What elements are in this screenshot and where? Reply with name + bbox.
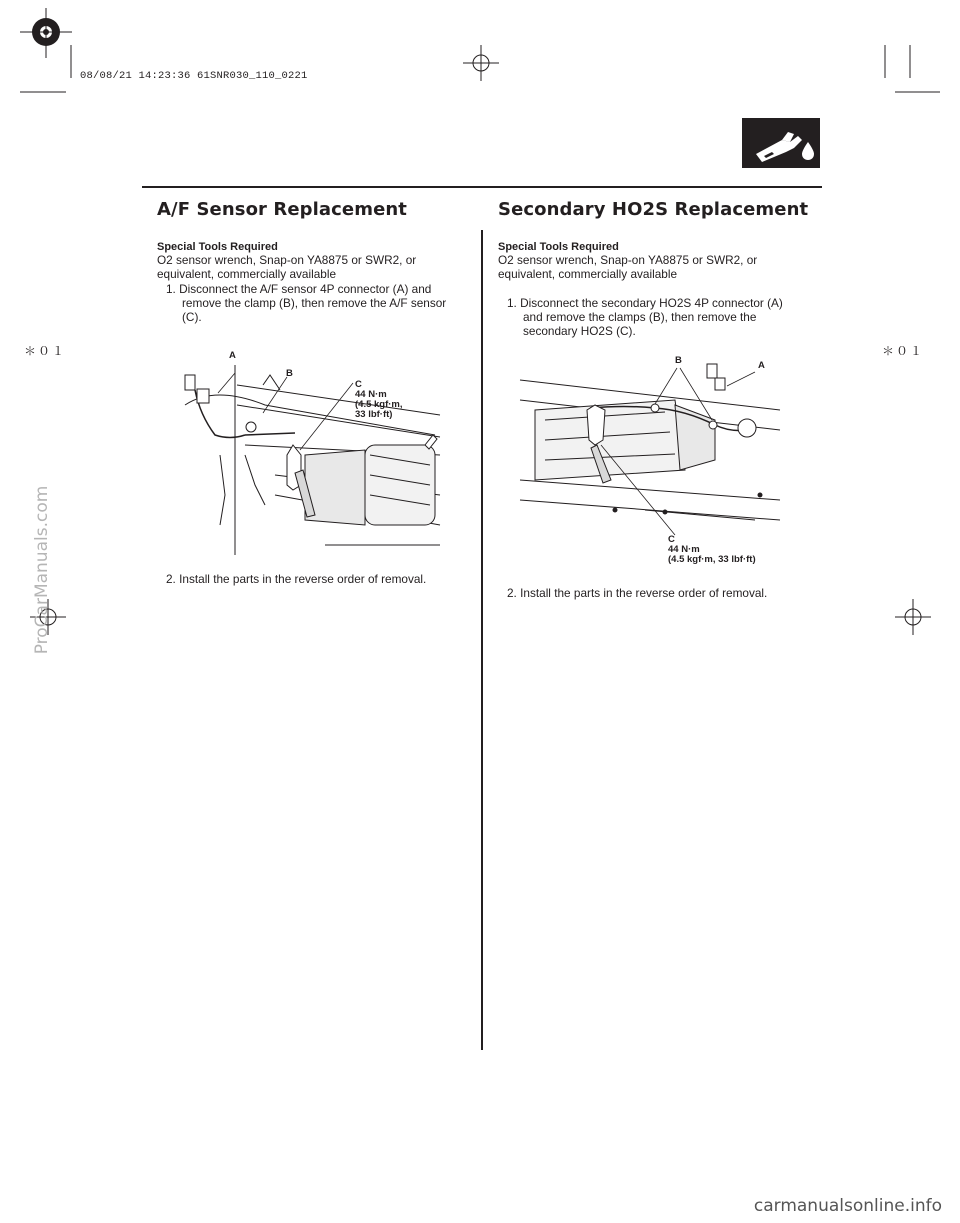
right-tools-line2: equivalent, commercially available bbox=[498, 267, 678, 281]
column-divider bbox=[481, 230, 483, 1050]
print-stamp: 08/08/21 14:23:36 61SNR030_110_0221 bbox=[80, 70, 308, 82]
right-torque-line2: (4.5 kgf·m, 33 lbf·ft) bbox=[668, 554, 756, 565]
left-label-a: A bbox=[229, 350, 236, 361]
right-label-b: B bbox=[675, 355, 682, 366]
footer-site: carmanualsonline.info bbox=[753, 1196, 942, 1216]
header-rule bbox=[142, 186, 822, 188]
left-torque-line2: (4.5 kgf·m, bbox=[355, 399, 403, 410]
margin-mark-left: ＊０１ bbox=[24, 345, 67, 359]
left-label-c: C bbox=[355, 379, 362, 390]
af-sensor-illustration bbox=[175, 345, 445, 560]
fuel-system-badge bbox=[742, 118, 820, 168]
left-step1-line3: (C). bbox=[182, 310, 202, 324]
left-tools-line1: O2 sensor wrench, Snap-on YA8875 or SWR2, or bbox=[157, 253, 417, 267]
left-step1-line1: 1. Disconnect the A/F sensor 4P connector (A) and bbox=[166, 282, 432, 296]
clamp-b2-icon bbox=[709, 421, 717, 429]
right-torque-line1: 44 N·m bbox=[668, 544, 700, 555]
clamp-b1-icon bbox=[651, 404, 659, 412]
left-tools-heading: Special Tools Required bbox=[157, 241, 278, 253]
left-torque-line3: 33 lbf·ft) bbox=[355, 409, 393, 420]
right-step2: 2. Install the parts in the reverse order of removal. bbox=[507, 586, 768, 600]
margin-mark-right: ＊０１ bbox=[882, 345, 925, 359]
clamp-b-icon bbox=[246, 422, 256, 432]
right-label-a: A bbox=[758, 360, 765, 371]
fuel-nozzle-icon bbox=[742, 118, 820, 168]
right-label-c: C bbox=[668, 534, 675, 545]
left-step1-line2: remove the clamp (B), then remove the A/F sensor bbox=[182, 296, 447, 310]
right-section-title: Secondary HO2S Replacement bbox=[498, 199, 809, 220]
left-torque-line1: 44 N·m bbox=[355, 389, 387, 400]
left-tools-line2: equivalent, commercially available bbox=[157, 267, 337, 281]
watermark: ProCarManuals.com bbox=[32, 485, 52, 655]
secondary-ho2s-illustration bbox=[515, 350, 785, 540]
right-step1-line2: and remove the clamps (B), then remove the bbox=[523, 310, 757, 324]
left-label-b: B bbox=[286, 368, 293, 379]
right-step1-line1: 1. Disconnect the secondary HO2S 4P connector (A) bbox=[507, 296, 783, 310]
right-tools-heading: Special Tools Required bbox=[498, 241, 619, 253]
left-step2: 2. Install the parts in the reverse order of removal. bbox=[166, 572, 427, 586]
right-tools-line1: O2 sensor wrench, Snap-on YA8875 or SWR2, or bbox=[498, 253, 758, 267]
left-section-title: A/F Sensor Replacement bbox=[157, 199, 408, 220]
right-step1-line3: secondary HO2S (C). bbox=[523, 324, 636, 338]
